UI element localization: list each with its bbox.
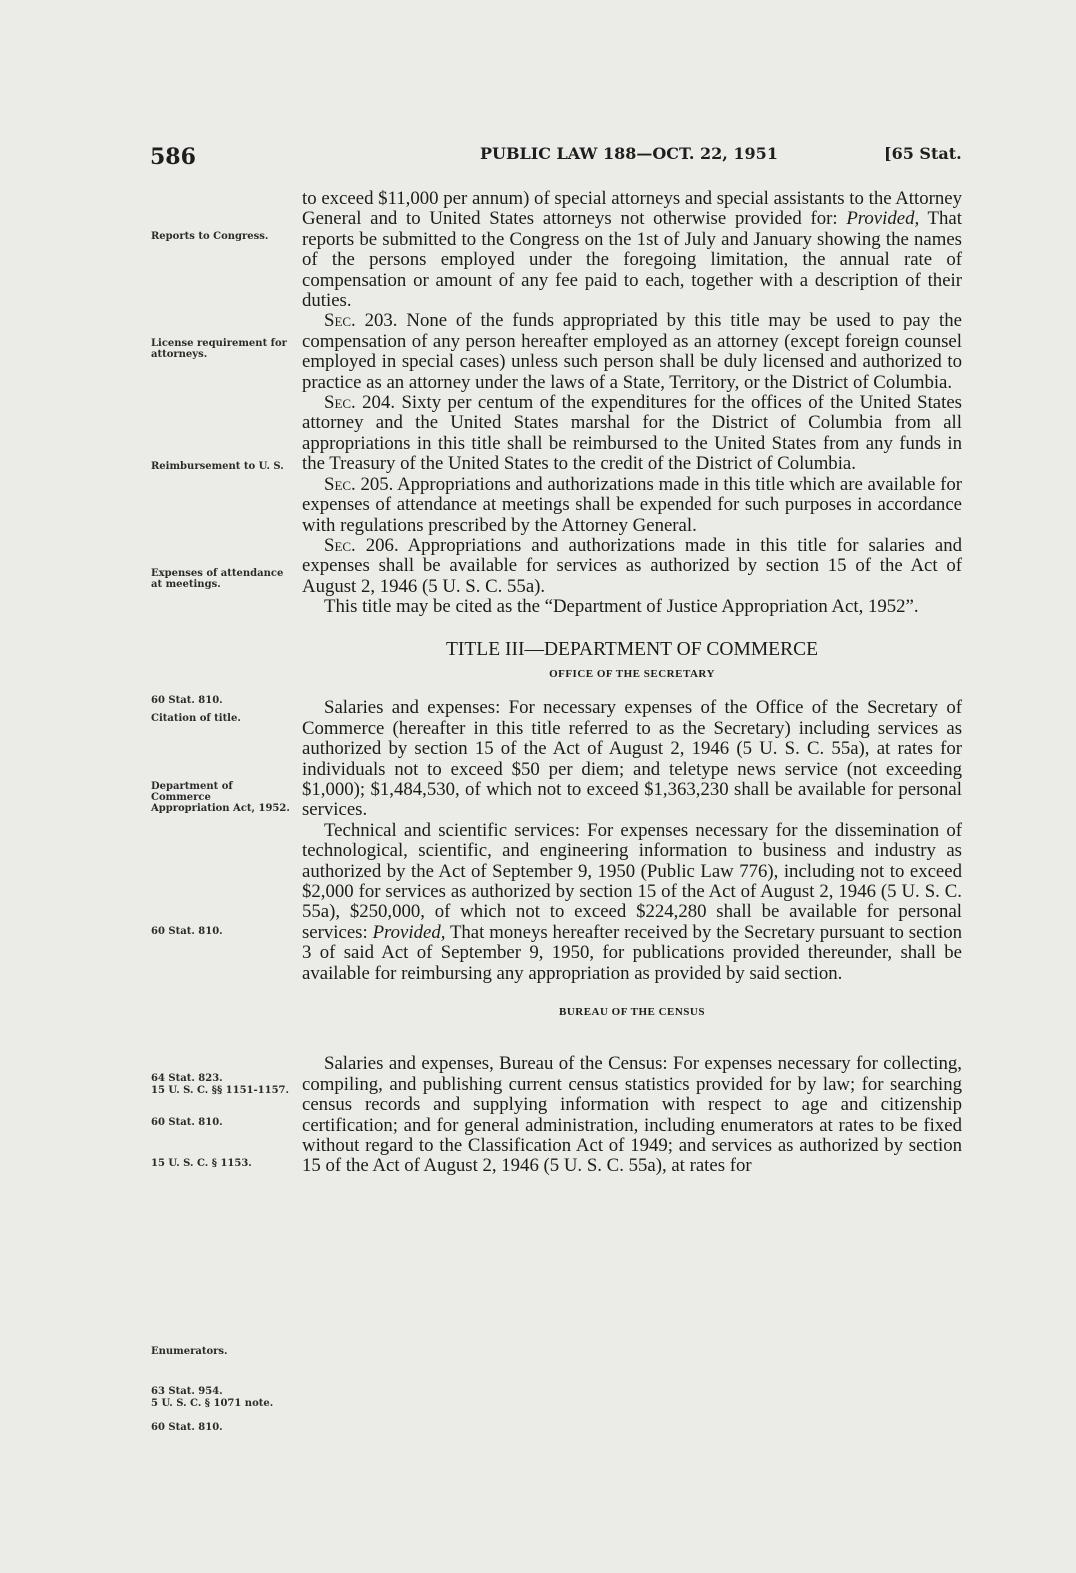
- technical-paragraph: Technical and scientific services: For expenses necessary for the dissemination of technological, scientific, and engineering information to business and industry as authorized by the Act of September 9, 1950 (Public Law 776), including not to exceed $2,000 for services as authorized by section 15 of the Act of August 2, 1946 (5 U. S. C. 55a), $250,000, of which not to exceed $224,280 shall be available for personal services: Provided, That moneys hereafter received by the Secretary pursuant to section 3 of said Act of September 9, 1950, for publications provided thereunder, shall be available for reimbursing any appropriation as provided by said section.: [302, 819, 963, 984]
- margin-note: Department of Commerce Appropriation Act, 1952.: [151, 781, 290, 814]
- body-text: [302, 189, 962, 1177]
- salaries-paragraph: Salaries and expenses: For necessary expenses of the Office of the Secretary of Commerce (hereafter in this title referred to as the Secretary) including services as authorized by section 15 of the Act of August 2, 1946 (5 U. S. C. 55a), at rates for individuals not to exceed $50 per diem; and teletype news service (not exceeding $1,000); $1,484,530, of which not to exceed $1,363,230 shall be available for personal services.: [302, 697, 962, 821]
- section-205: Sec. 205. Appropriations and authorizations made in this title which are available for expenses of attendance at meetings shall be expended for such purposes in accordance with regulations prescribed by the Attorney General.: [302, 473, 962, 536]
- margin-note: Expenses of attendance at meetings.: [151, 568, 284, 590]
- running-title: PUBLIC LAW 188—OCT. 22, 1951: [480, 144, 778, 163]
- office-heading: OFFICE OF THE SECRETARY: [549, 667, 715, 680]
- margin-note: 15 U. S. C. § 1153.: [151, 1158, 252, 1169]
- margin-note: License requirement for attorneys.: [151, 338, 287, 360]
- citation-paragraph: This title may be cited as the “Department of Justice Appropriation Act, 1952”.: [324, 596, 919, 618]
- title-heading: TITLE III—DEPARTMENT OF COMMERCE: [445, 638, 819, 660]
- margin-note: Enumerators.: [151, 1346, 228, 1357]
- census-heading: BUREAU OF THE CENSUS: [558, 1006, 705, 1019]
- margin-note: 60 Stat. 810.: [151, 926, 223, 937]
- margin-note: 15 U. S. C. §§ 1151-1157.: [151, 1085, 289, 1096]
- page-number: 586: [150, 144, 196, 170]
- section-206: Sec. 206. Appropriations and authorizations made in this title for salaries and expenses shall be available for services as authorized by section 15 of the Act of August 2, 1946 (5 U. S. C. 55a).: [302, 534, 962, 597]
- margin-note: 5 U. S. C. § 1071 note.: [151, 1398, 274, 1409]
- paragraph: to exceed $11,000 per annum) of special attorneys and special assistants to the Attorney General and to United States attorneys not otherwise provided for: Provided, That reports be submitted to the Congress on the 1st of July and January showing the names of the persons employed under the foregoing limitation, the annual rate of compensation or amount of any fee paid to each, together with a description of their duties.: [302, 188, 962, 312]
- margin-note: 60 Stat. 810.: [151, 695, 223, 706]
- stat-reference: [65 Stat.: [884, 144, 962, 163]
- margin-note: 63 Stat. 954.: [151, 1386, 223, 1397]
- margin-note: Citation of title.: [151, 713, 241, 724]
- margin-note: 60 Stat. 810.: [151, 1117, 223, 1128]
- margin-note: 64 Stat. 823.: [151, 1073, 223, 1084]
- margin-note: Reports to Congress.: [151, 231, 269, 242]
- margin-note: 60 Stat. 810.: [151, 1422, 223, 1433]
- census-paragraph: Salaries and expenses, Bureau of the Census: For expenses necessary for collecting, compiling, and publishing current census statistics provided for by law; for searching census records and supplying information with respect to age and citizenship certification; and for general administration, including enumerators at rates to be fixed without regard to the Classification Act of 1949; and services as authorized by section 15 of the Act of August 2, 1946 (5 U. S. C. 55a), at rates for: [302, 1053, 962, 1177]
- margin-note: Reimbursement to U. S.: [151, 461, 284, 472]
- section-203: Sec. 203. None of the funds appropriated by this title may be used to pay the compensation of any person hereafter employed as an attorney (except foreign counsel employed in special cases) unless such person shall be duly licensed and authorized to practice as an attorney under the laws of a State, Territory, or the District of Columbia.: [302, 310, 962, 393]
- section-204: Sec. 204. Sixty per centum of the expenditures for the offices of the United States attorney and the United States marshal for the District of Columbia from all appropriations in this title shall be reimbursed to the United States from any funds in the Treasury of the United States to the credit of the District of Columbia.: [302, 392, 962, 475]
